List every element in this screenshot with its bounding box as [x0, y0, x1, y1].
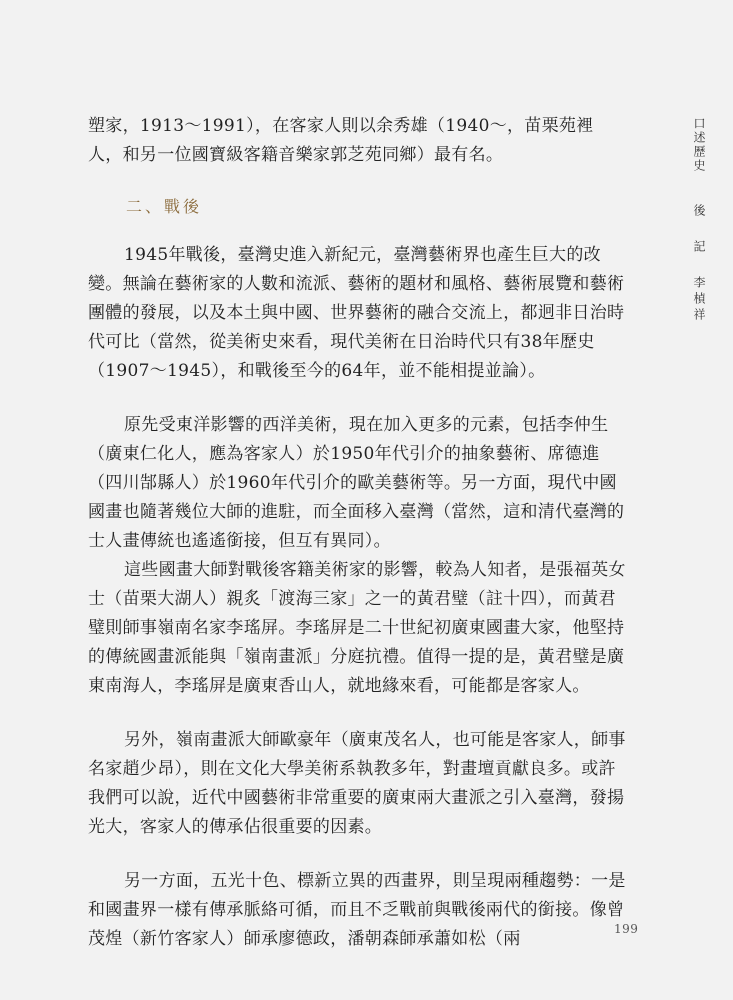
- section-label-after: 後: [692, 204, 706, 216]
- paragraph-postwar-intro: 1945年戰後，臺灣史進入新紀元，臺灣藝術界也產生巨大的改變。無論在藝術家的人數和流派、藝術的題材和風格、藝術展覽和藝術團體的發展，以及本土與中國、世界藝術的融合交流上，都迥非日治時代可比（當然，從美術史來看，現代美術在日治時代只有38年歷史（1907～1945），和戰後至今的64年，並不能相提並論）。: [88, 245, 625, 381]
- author-name-vertical: 李楨祥: [692, 276, 706, 324]
- paragraph-continued: 塑家，1913～1991），在客家人則以余秀雄（1940～，苗栗苑裡人，和另一位國寶級客籍音樂家郭芝苑同鄉）最有名。: [88, 116, 594, 165]
- paragraph-lingnan-school: 另外，嶺南畫派大師歐豪年（廣東茂名人，也可能是客家人，師事名家趙少昂），則在文化大學美術系執教多年，對畫壇貢獻良多。或許我們可以說，近代中國藝術非常重要的廣東兩大畫派之引入臺灣，發揚光大，客家人的傳承佔很重要的因素。: [88, 730, 626, 837]
- running-header-vertical: [687, 110, 711, 324]
- section-heading: 二、戰後: [126, 197, 203, 216]
- section-label-note: 記: [692, 240, 706, 252]
- main-text: [88, 112, 626, 954]
- paragraph-masters-influence: 這些國畫大師對戰後客籍美術家的影響，較為人知者，是張福英女士（苗栗大湖人）親炙「渡海三家」之一的黃君璧（註十四），而黃君璧則師事嶺南名家李瑤屏。李瑤屏是二十世紀初廣東國畫大家，他堅持的傳統國畫派能與「嶺南畫派」分庭抗禮。值得一提的是，黃君璧是廣東南海人，李瑤屏是廣東香山人，就地緣來看，可能都是客家人。: [88, 560, 626, 696]
- paragraph-western-art: 原先受東洋影響的西洋美術，現在加入更多的元素，包括李仲生（廣東仁化人，應為客家人）於1950年代引介的抽象藝術、席德進（四川郜縣人）於1960年代引介的歐美藝術等。另一方面，現代中國國畫也隨著幾位大師的進駐，而全面移入臺灣（當然，這和清代臺灣的士人畫傳統也遙遙銜接，但互有異同）。: [88, 415, 625, 551]
- book-title-vertical: 口述歷史: [692, 117, 706, 173]
- paragraph-western-painting: 另一方面，五光十色、標新立異的西畫界，則呈現兩種趨勢：一是和國畫界一樣有傳承脈絡可循，而且不乏戰前與戰後兩代的銜接。像曾茂煌（新竹客家人）師承廖德政，潘朝森師承蕭如松（兩: [88, 871, 626, 949]
- page-number: 199: [614, 922, 639, 936]
